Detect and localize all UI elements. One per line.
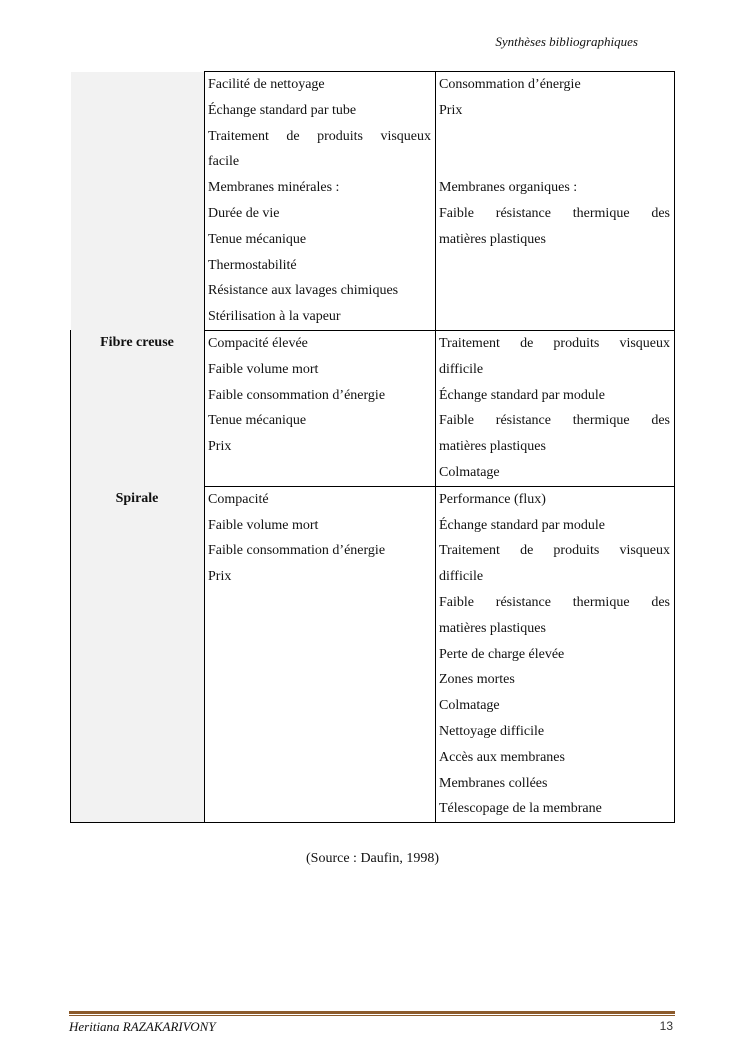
list-item: Facilité de nettoyage: [208, 77, 325, 92]
list-item: Stérilisation à la vapeur: [208, 309, 341, 325]
list-item: matières plastiques: [439, 620, 546, 636]
advantages-cell: [205, 330, 436, 486]
list-item: Télescopage de la membrane: [439, 801, 602, 817]
list-item: Traitement de produits visqueux: [439, 543, 670, 559]
drawbacks-cell: [436, 330, 675, 486]
list-item: Membranes organiques :: [439, 180, 578, 196]
list-item: Durée de vie: [208, 205, 280, 221]
list-item: Accès aux membranes: [439, 749, 565, 765]
list-spacer: [439, 149, 670, 175]
list-item: Faible consommation d’énergie: [208, 387, 386, 403]
list-item: Nettoyage difficile: [439, 723, 545, 739]
list-item: Perte de charge élevée: [439, 646, 565, 662]
list-item: Membranes minérales :: [208, 180, 340, 196]
list-item: Membranes collées: [439, 775, 548, 791]
list-item: Colmatage: [439, 464, 500, 480]
table-row-continuation: [71, 72, 675, 331]
list-item: Résistance aux lavages chimiques: [208, 283, 399, 299]
list-spacer: [439, 124, 670, 150]
list-item: matières plastiques: [439, 439, 546, 455]
drawbacks-cell: [436, 72, 675, 331]
list-item: Performance (flux): [439, 491, 546, 507]
list-item: Colmatage: [439, 698, 500, 714]
list-item: difficile: [439, 361, 484, 377]
list-item: Faible résistance thermique des: [439, 205, 670, 221]
module-type-label: Spirale: [71, 486, 205, 822]
advantages-cell: [205, 72, 436, 331]
running-title: Synthèses bibliographiques: [495, 34, 638, 49]
list-item: Échange standard par module: [439, 517, 605, 533]
page-number: 13: [659, 1019, 673, 1033]
list-item: Traitement de produits visqueux: [439, 335, 670, 351]
advantages-cell: [205, 486, 436, 822]
drawbacks-cell: [436, 486, 675, 822]
list-item: matières plastiques: [439, 231, 546, 247]
list-item: Prix: [208, 569, 232, 585]
list-item: Traitement de produits visqueux: [208, 128, 431, 144]
module-type-cell-empty: [71, 72, 205, 331]
footer-author: Heritiana RAZAKARIVONY: [69, 1019, 216, 1034]
footer-rule-thin: [69, 1015, 675, 1016]
table-row-spirale: [71, 486, 675, 822]
list-item: Échange standard par tube: [208, 102, 357, 118]
table-row-fibre-creuse: [71, 330, 675, 486]
footer-rule-thick: [69, 1011, 675, 1014]
list-item: Thermostabilité: [208, 257, 297, 273]
list-item: Prix: [439, 102, 463, 118]
list-item: Échange standard par module: [439, 387, 605, 403]
list-item: facile: [208, 154, 240, 170]
module-type-label: Fibre creuse: [71, 330, 205, 486]
list-item: Faible résistance thermique des: [439, 594, 670, 610]
list-item: Faible résistance thermique des: [439, 413, 670, 429]
list-item: Tenue mécanique: [208, 231, 307, 247]
list-item: Zones mortes: [439, 672, 515, 688]
list-item: Prix: [208, 439, 232, 455]
membrane-comparison-table: [70, 71, 675, 823]
list-item: Compacité élevée: [208, 335, 308, 351]
table-source-caption: (Source : Daufin, 1998): [306, 851, 439, 866]
list-item: Compacité: [208, 491, 269, 507]
list-item: Tenue mécanique: [208, 413, 307, 429]
list-item: Faible volume mort: [208, 361, 319, 377]
list-item: Faible volume mort: [208, 517, 319, 533]
list-item: Consommation d’énergie: [439, 77, 581, 92]
list-item: difficile: [439, 569, 484, 585]
list-item: Faible consommation d’énergie: [208, 543, 386, 559]
